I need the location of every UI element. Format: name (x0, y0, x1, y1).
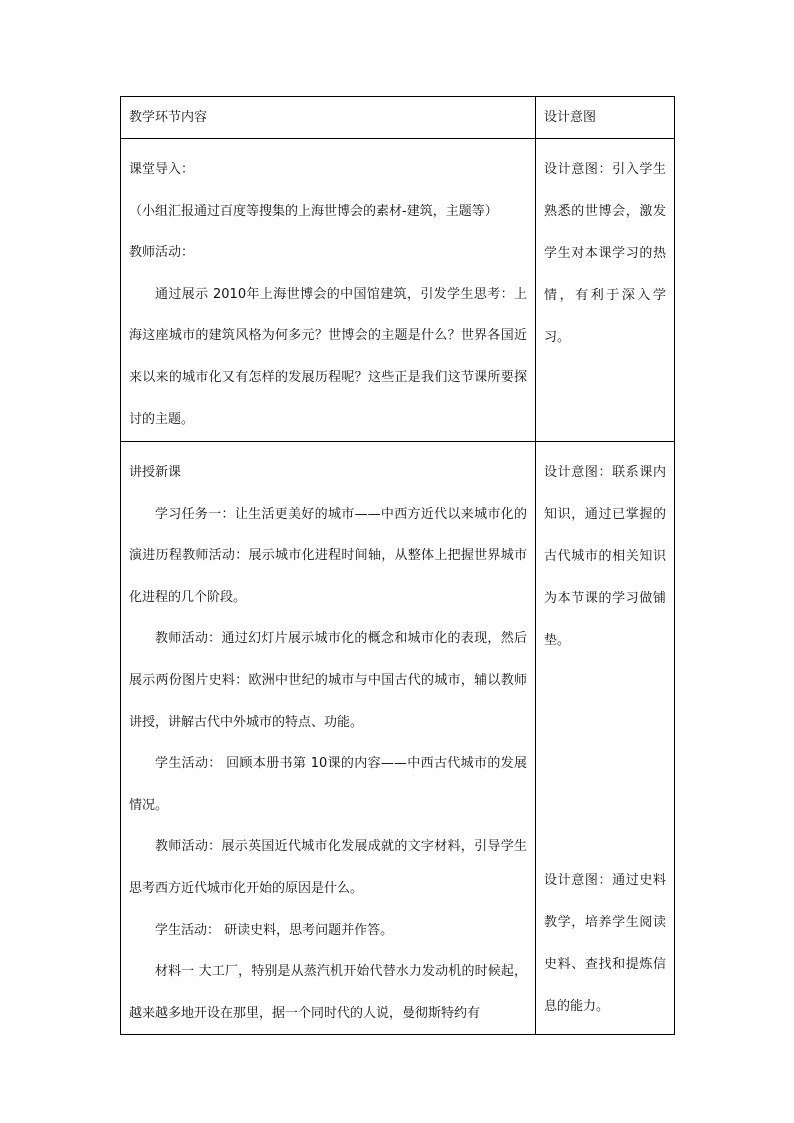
lesson-heading: 讲授新课 (129, 465, 182, 480)
lesson-intent-cell (536, 442, 675, 1035)
lesson-plan-table (120, 96, 675, 1035)
intro-teacher-activity: 通过展示 2010年上海世博会的中国馆建筑，引发学生思考：上海这座城市的建筑风格为何多元？世博会的主题是什么？世界各国近来以来的城市化又有怎样的发展历程呢？这些正是我们这节课所要探讨的主题。 (129, 286, 527, 427)
intro-group-report: （小组汇报通过百度等搜集的上海世博会的素材-建筑，主题等） (129, 203, 498, 219)
table-row-new-lesson (121, 442, 675, 1035)
lesson-teacher-activity-1: 教师活动：通过幻灯片展示城市化的概念和城市化的表现，然后展示两份图片史料：欧洲中世纪的城市与中国古代的城市，辅以教师讲授，讲解古代中外城市的特点、功能。 (129, 631, 527, 730)
lesson-task-one: 学习任务一：让生活更美好的城市——中西方近代以来城市化的演进历程教师活动：展示城市化进程时间轴，从整体上把握世界城市化进程的几个阶段。 (129, 506, 527, 605)
lesson-student-activity-2: 学生活动： 研读史料，思考问题并作答。 (155, 922, 394, 938)
intro-intent-cell (536, 139, 675, 442)
header-content-column: 教学环节内容 (121, 97, 536, 139)
table-row-intro (121, 139, 675, 442)
intro-teacher-label: 教师活动： (129, 245, 195, 261)
header-intent-column: 设计意图 (536, 97, 675, 139)
lesson-student-activity-1: 学生活动： 回顾本册书第 10课的内容——中西古代城市的发展情况。 (129, 756, 527, 813)
lesson-teacher-activity-2: 教师活动：展示英国近代城市化发展成就的文字材料，引导学生思考西方近代城市化开始的原因是什么。 (129, 839, 527, 896)
lesson-intent-text-1: 设计意图：联系课内知识，通过已掌握的古代城市的相关知识为本节课的学习做铺垫。 (544, 465, 666, 648)
lesson-intent-text-2: 设计意图：通过史料教学，培养学生阅读史料、查找和提炼信息的能力。 (544, 873, 666, 1014)
intro-intent-text: 设计意图：引入学生熟悉的世博会，激发学生对本课学习的热情，有利于深入学习。 (544, 162, 666, 345)
lesson-material-one: 材料一 大工厂，特别是从蒸汽机开始代替水力发动机的时候起，越来越多地开设在那里，据一个同时代的人说，曼彻斯特约有 (129, 964, 527, 1021)
intro-content-cell (121, 139, 536, 442)
table-header-row (121, 97, 675, 139)
lesson-content-cell (121, 442, 536, 1035)
intro-heading: 课堂导入： (129, 162, 195, 177)
